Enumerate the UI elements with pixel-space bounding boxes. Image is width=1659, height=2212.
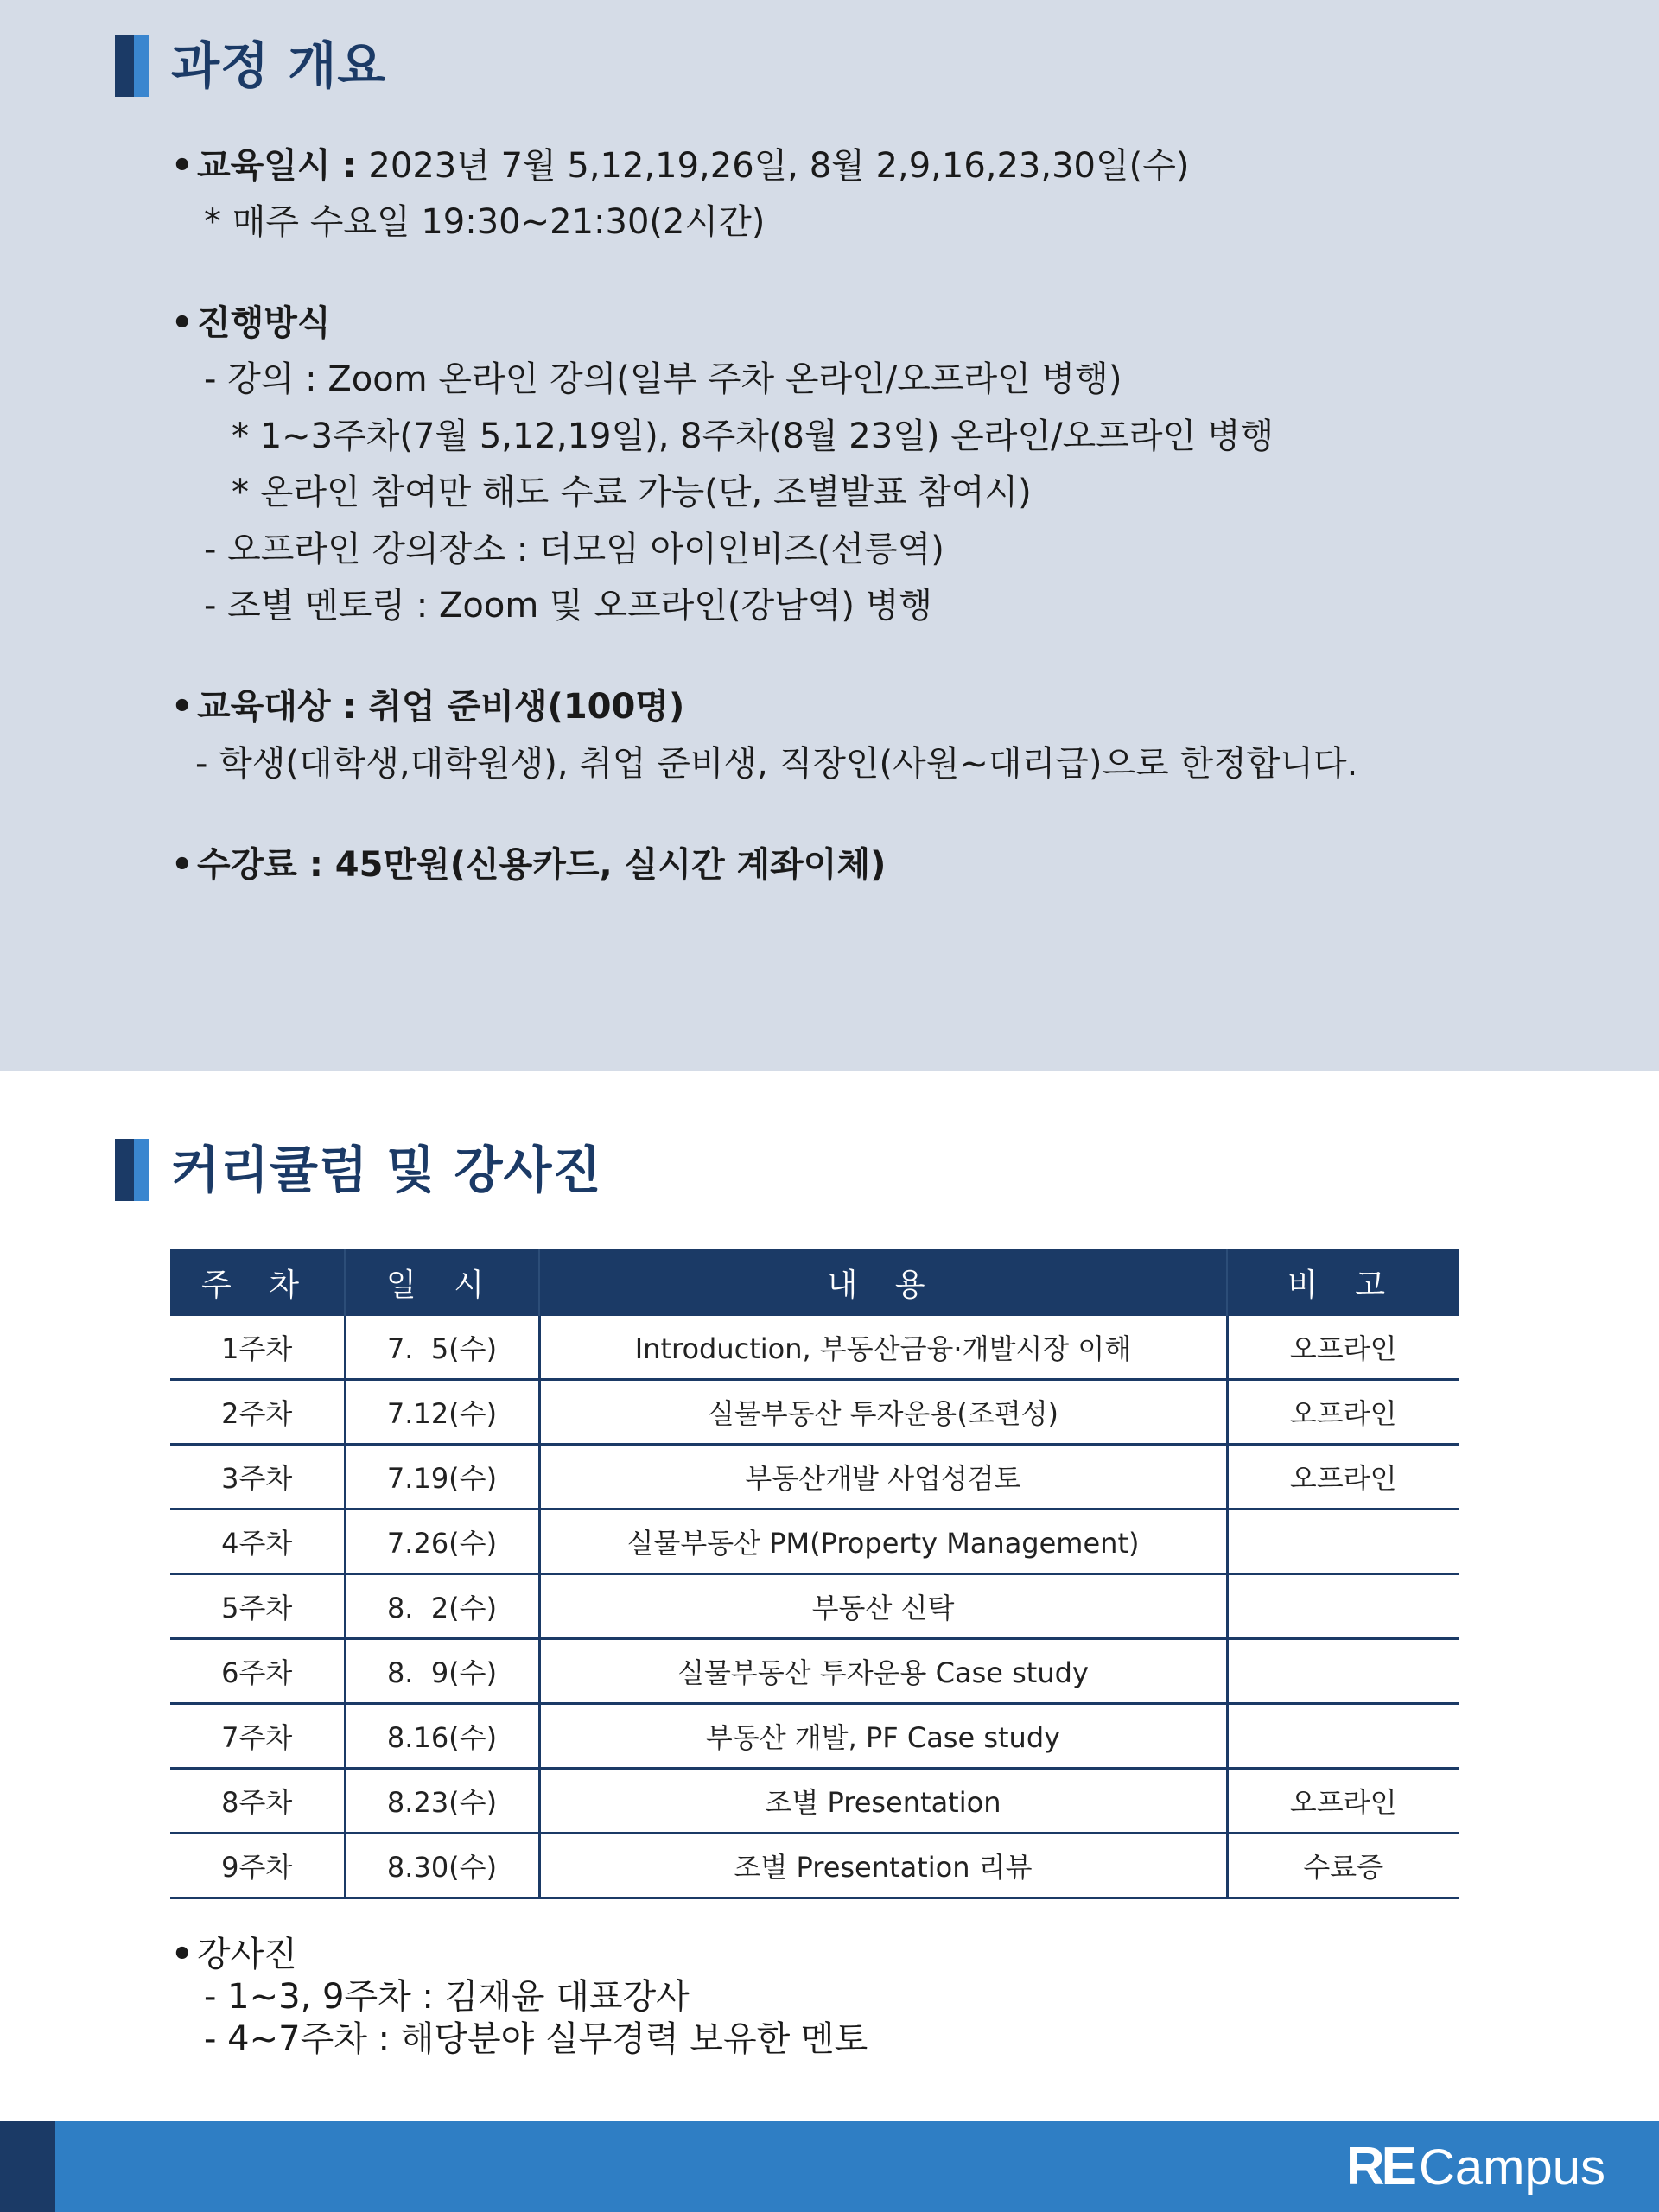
cell-content: 실물부동산 PM(Property Management) (539, 1510, 1227, 1574)
cell-date: 8. 2(수) (345, 1574, 539, 1639)
cell-week: 9주차 (170, 1834, 345, 1898)
logo-re: RE (1345, 2137, 1414, 2196)
fee-line (171, 841, 886, 889)
method-item: - 오프라인 강의장소 : 더모임 아이인비즈(선릉역) (204, 530, 944, 569)
cell-date: 8.16(수) (345, 1704, 539, 1769)
cell-week: 5주차 (170, 1574, 345, 1639)
re-campus-logo (1346, 2139, 1605, 2196)
cell-content: 부동산 개발, PF Case study (539, 1704, 1227, 1769)
heading-bar-icon (115, 35, 149, 97)
instructors-label: 강사진 (197, 1935, 297, 1974)
cell-week: 7주차 (170, 1704, 345, 1769)
header-week: 주 차 (170, 1249, 345, 1316)
table-row (170, 1445, 1459, 1510)
cell-week: 2주차 (170, 1380, 345, 1445)
header-date: 일 시 (345, 1249, 539, 1316)
target-label: 교육대상 : 취업 준비생(100명) (197, 687, 685, 727)
cell-content: 실물부동산 투자운용(조편성) (539, 1380, 1227, 1445)
cell-date: 8.23(수) (345, 1769, 539, 1834)
table-row (170, 1704, 1459, 1769)
table-row (170, 1769, 1459, 1834)
bullet-icon: • (171, 146, 194, 186)
cell-content: Introduction, 부동산금융·개발시장 이해 (539, 1316, 1227, 1380)
cell-week: 4주차 (170, 1510, 345, 1574)
cell-note: 오프라인 (1227, 1445, 1459, 1510)
instructor-item: - 1~3, 9주차 : 김재윤 대표강사 (204, 1977, 690, 2017)
cell-note (1227, 1510, 1459, 1574)
overview-section (0, 0, 1659, 1071)
cell-week: 3주차 (170, 1445, 345, 1510)
table-row (170, 1834, 1459, 1898)
cell-content: 부동산 신탁 (539, 1574, 1227, 1639)
cell-date: 7.26(수) (345, 1510, 539, 1574)
cell-content: 부동산개발 사업성검토 (539, 1445, 1227, 1510)
instructor-item: - 4~7주차 : 해당분야 실무경력 보유한 멘토 (204, 2019, 868, 2059)
table-row (170, 1380, 1459, 1445)
table-row (170, 1574, 1459, 1639)
logo-campus: Campus (1419, 2139, 1605, 2196)
cell-date: 7.19(수) (345, 1445, 539, 1510)
bullet-icon: • (171, 845, 194, 885)
cell-week: 8주차 (170, 1769, 345, 1834)
cell-note (1227, 1639, 1459, 1704)
table-row (170, 1639, 1459, 1704)
table-row (170, 1316, 1459, 1380)
cell-note (1227, 1704, 1459, 1769)
header-content: 내 용 (539, 1249, 1227, 1316)
header-note: 비 고 (1227, 1249, 1459, 1316)
cell-date: 7.12(수) (345, 1380, 539, 1445)
curriculum-table (170, 1249, 1459, 1899)
cell-date: 7. 5(수) (345, 1316, 539, 1380)
method-item: - 강의 : Zoom 온라인 강의(일부 주차 온라인/오프라인 병행) (204, 359, 1122, 399)
bullet-icon: • (171, 687, 194, 727)
schedule-value: 2023년 7월 5,12,19,26일, 8월 2,9,16,23,30일(수) (368, 146, 1190, 186)
footer-accent-strip (0, 2121, 55, 2212)
cell-note: 오프라인 (1227, 1769, 1459, 1834)
overview-title: 과정 개요 (171, 36, 387, 95)
cell-week: 1주차 (170, 1316, 345, 1380)
schedule-label: 교육일시 : (197, 146, 369, 186)
method-label: 진행방식 (197, 303, 331, 343)
footer-bar (0, 2121, 1659, 2212)
method-item: * 1~3주차(7월 5,12,19일), 8주차(8월 23일) 온라인/오프라인 병행 (232, 416, 1274, 456)
cell-content: 실물부동산 투자운용 Case study (539, 1639, 1227, 1704)
method-heading (171, 299, 331, 347)
cell-note: 오프라인 (1227, 1316, 1459, 1380)
cell-note: 수료증 (1227, 1834, 1459, 1898)
table-header-row (170, 1249, 1459, 1316)
instructors-heading (171, 1930, 297, 1979)
cell-note (1227, 1574, 1459, 1639)
target-note: - 학생(대학생,대학원생), 취업 준비생, 직장인(사원~대리급)으로 한정합니다. (195, 744, 1358, 784)
bullet-icon: • (171, 1935, 194, 1974)
curriculum-title: 커리큘럼 및 강사진 (171, 1141, 602, 1199)
method-item: * 온라인 참여만 해도 수료 가능(단, 조별발표 참여시) (232, 473, 1032, 512)
target-heading (171, 683, 684, 731)
cell-week: 6주차 (170, 1639, 345, 1704)
schedule-line (171, 142, 1189, 190)
cell-note: 오프라인 (1227, 1380, 1459, 1445)
cell-content: 조별 Presentation 리뷰 (539, 1834, 1227, 1898)
cell-content: 조별 Presentation (539, 1769, 1227, 1834)
schedule-note: * 매주 수요일 19:30~21:30(2시간) (204, 202, 766, 242)
cell-date: 8.30(수) (345, 1834, 539, 1898)
table-row (170, 1510, 1459, 1574)
cell-date: 8. 9(수) (345, 1639, 539, 1704)
bullet-icon: • (171, 303, 194, 343)
fee-label: 수강료 : 45만원(신용카드, 실시간 계좌이체) (197, 845, 887, 885)
heading-bar-icon (115, 1139, 149, 1201)
method-item: - 조별 멘토링 : Zoom 및 오프라인(강남역) 병행 (204, 586, 933, 626)
